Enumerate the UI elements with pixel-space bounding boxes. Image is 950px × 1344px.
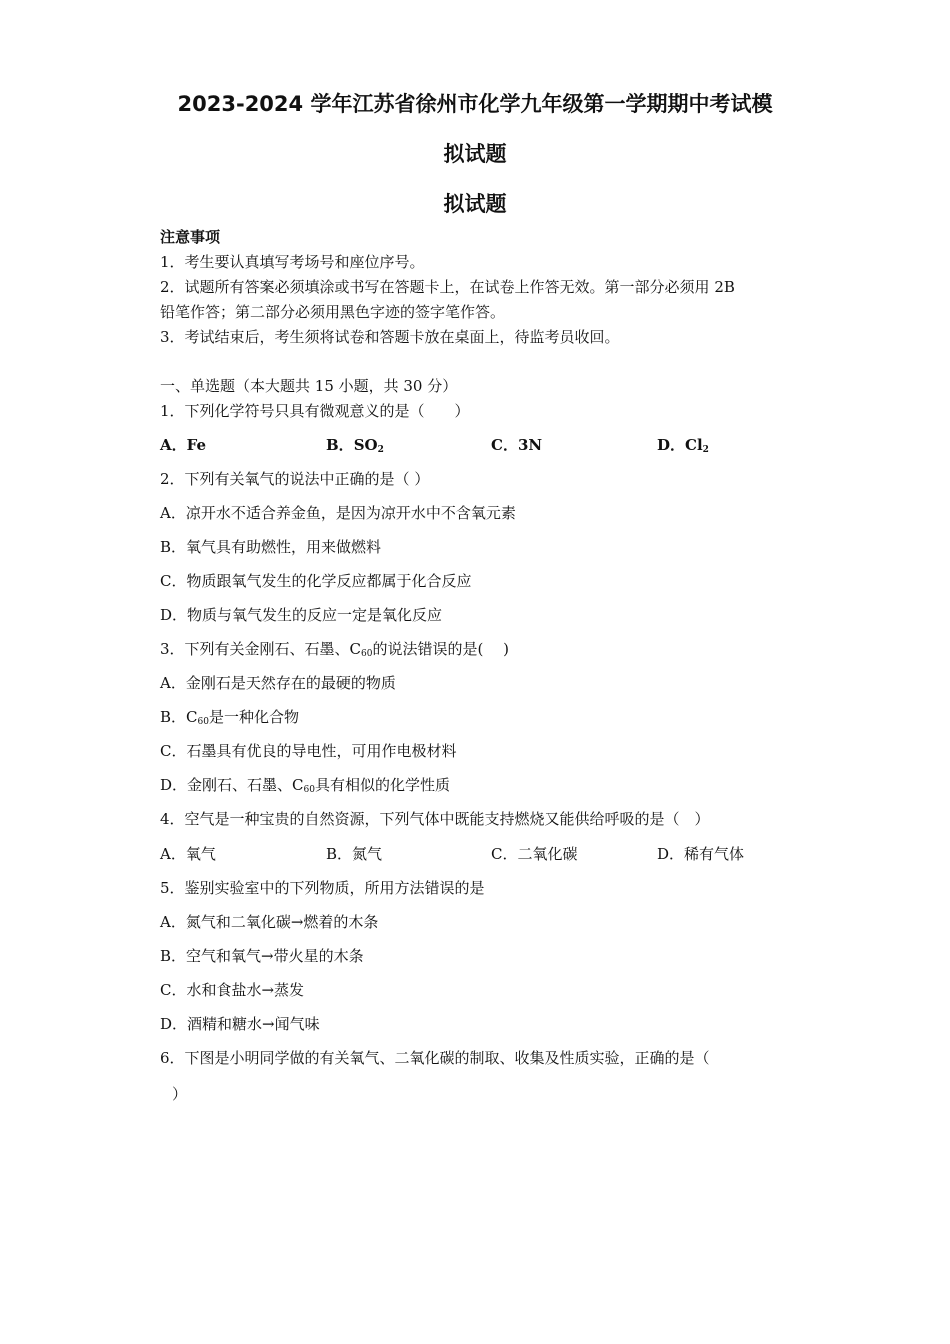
question-1-option-a: A．Fe	[160, 436, 207, 454]
question-4-option-c: C．二氧化碳	[491, 845, 578, 863]
question-2-stem: 2．下列有关氧气的说法中正确的是（ ）	[160, 470, 430, 488]
question-5-option-b: B．空气和氧气→带火星的木条	[160, 947, 364, 965]
question-4-option-a: A．氧气	[160, 845, 216, 863]
question-1-option-b: B．$SO_2$	[326, 436, 384, 455]
question-3-stem: 3．下列有关金刚石、石墨、$C_{60}$的说法错误的是( )	[160, 640, 509, 659]
question-5-option-c: C．水和食盐水→蒸发	[160, 981, 305, 999]
question-2-option-c: C．物质跟氧气发生的化学反应都属于化合反应	[160, 572, 472, 590]
question-4-option-d: D．稀有气体	[657, 845, 745, 863]
exam-title-line2: 拟试题	[443, 142, 507, 166]
question-4-option-b: B．氮气	[326, 845, 383, 863]
question-3-option-c: C．石墨具有优良的导电性，可用作电极材料	[160, 742, 457, 760]
notice-item-1: 1．考生要认真填写考场号和座位序号。	[160, 253, 425, 271]
notice-item-2: 2．试题所有答案必须填涂或书写在答题卡上，在试卷上作答无效。第一部分必须用 2B	[160, 278, 735, 296]
question-3-option-b: B．$C_{60}$是一种化合物	[160, 708, 299, 727]
question-5-option-d: D．酒精和糖水→闻气味	[160, 1015, 320, 1033]
question-2-option-d: D．物质与氧气发生的反应一定是氧化反应	[160, 606, 443, 624]
question-6-stem-cont: ）	[172, 1085, 188, 1103]
question-6-stem: 6．下图是小明同学做的有关氧气、二氧化碳的制取、收集及性质实验，正确的是（	[160, 1049, 710, 1067]
question-4-stem: 4．空气是一种宝贵的自然资源，下列气体中既能支持燃烧又能供给呼吸的是（ ）	[160, 810, 710, 828]
question-5-stem: 5．鉴别实验室中的下列物质，所用方法错误的是	[160, 879, 485, 897]
section-heading: 一、单选题（本大题共 15 小题，共 30 分）	[160, 377, 458, 395]
notice-item-3: 3．考试结束后，考生须将试卷和答题卡放在桌面上，待监考员收回。	[160, 328, 620, 346]
question-3-option-d: D．金刚石、石墨、$C_{60}$具有相似的化学性质	[160, 776, 450, 795]
notice-item-2-cont: 铅笔作答；第二部分必须用黑色字迹的签字笔作答。	[160, 303, 506, 321]
question-5-option-a: A．氮气和二氧化碳→燃着的木条	[160, 913, 379, 931]
question-2-option-a: A．凉开水不适合养金鱼，是因为凉开水中不含氧元素	[160, 504, 516, 522]
exam-title-line3: 拟试题	[443, 192, 507, 216]
question-1-option-d: D．$Cl_2$	[657, 436, 709, 455]
question-1-option-c: C．3N	[491, 436, 543, 454]
question-2-option-b: B．氧气具有助燃性，用来做燃料	[160, 538, 382, 556]
notice-heading: 注意事项	[160, 228, 221, 246]
question-1-stem: 1．下列化学符号只具有微观意义的是（ ）	[160, 402, 470, 420]
question-3-option-a: A．金刚石是天然存在的最硬的物质	[160, 674, 396, 692]
exam-title-line1: 2023-2024 学年江苏省徐州市化学九年级第一学期期中考试模	[177, 92, 773, 116]
